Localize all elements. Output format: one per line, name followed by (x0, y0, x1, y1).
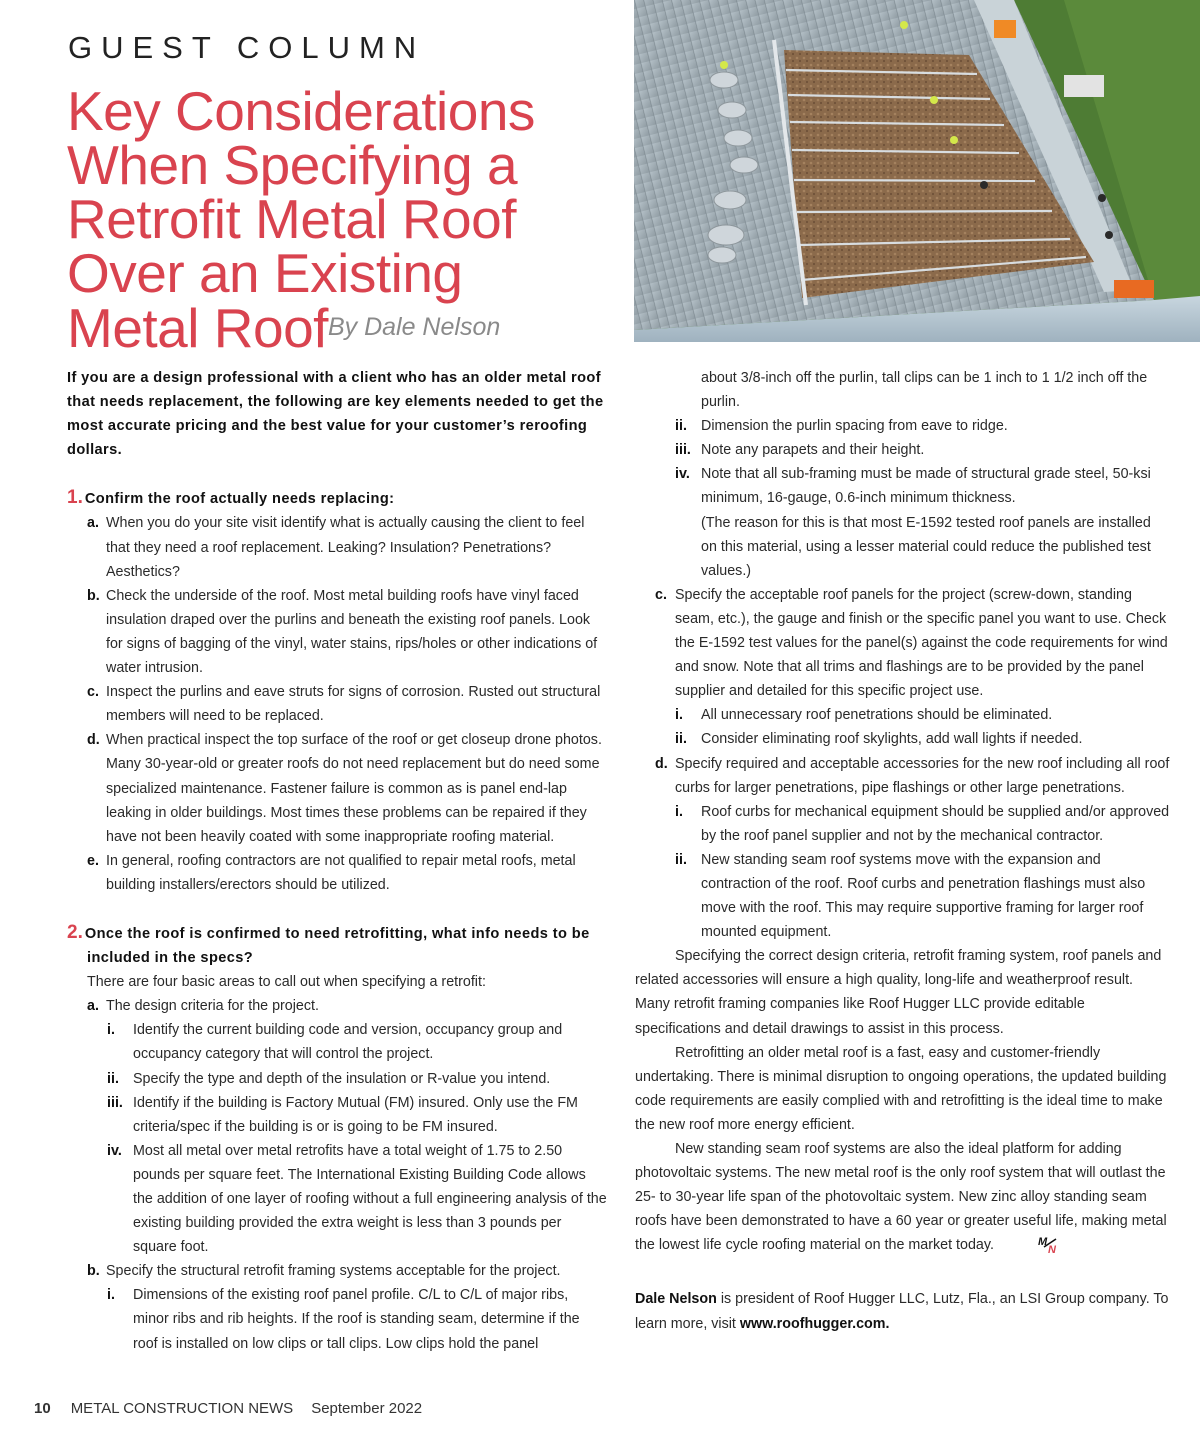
closing-paragraph-text: New standing seam roof systems are also the ideal platform for adding photovoltaic systems. The new metal roof is the only roof system that will outlast the 25- to 30-year life span of the photovoltaic system. New zinc alloy standing seam roofs have been demonstrated to have a 60 year or greater useful life, making metal the lowest life cycle roofing material on the market today. (635, 1141, 1167, 1254)
item-label: i. (107, 1022, 115, 1039)
headline-line: Over an Existing (67, 242, 463, 304)
list-item (67, 728, 607, 848)
author-bio (635, 1287, 1170, 1335)
list-item (67, 511, 607, 583)
section-1-heading (67, 486, 607, 511)
item-text: Identify if the building is Factory Mutual (FM) insured. Only use the FM criteria/spec if the building is or is going to be FM insured. (133, 1094, 578, 1135)
headline-line: Retrofit Metal Roof (67, 188, 517, 250)
roof-retrofit-photo (634, 0, 1200, 342)
item-text: Specify the structural retrofit framing systems acceptable for the project. (106, 1263, 561, 1280)
section-2-heading-text: Once the roof is confirmed to need retrofitting, what info needs to be included in the specs? (84, 925, 590, 967)
item-text: Specify the type and depth of the insulation or R-value you intend. (133, 1070, 551, 1087)
list-item (67, 1259, 607, 1283)
item-label: iv. (675, 466, 690, 483)
item-label: a. (87, 515, 99, 532)
item-text: Check the underside of the roof. Most metal building roofs have vinyl faced insulation draped over the purlins and beneath the existing roof panels. Look for signs of bagging of the vinyl, water stains, rips/holes or other indications of water intrusion. (106, 587, 598, 677)
list-item (67, 994, 607, 1018)
sub-list-item (635, 414, 1170, 438)
item-text: Note any parapets and their height. (701, 442, 925, 459)
sub-list-item (635, 800, 1170, 848)
item-text: The design criteria for the project. (106, 998, 319, 1015)
sub-list-item (67, 1091, 607, 1139)
item-label: b. (87, 1263, 100, 1280)
article-headline (67, 80, 627, 359)
mcn-logo-icon (996, 1233, 1064, 1263)
list-item (67, 680, 607, 728)
headline-line: Metal Roof (67, 297, 328, 359)
intro-paragraph: If you are a design professional with a client who has an older metal roof that needs replacement, the following are key elements needed to get the most accurate pricing and the best value for your customer’s reroofing dollars. (67, 370, 604, 459)
item-text: All unnecessary roof penetrations should be eliminated. (701, 707, 1053, 724)
item-text: Specify the acceptable roof panels for the project (screw-down, standing seam, etc.), the gauge and finish or the specific panel you want to use. Check the E-1592 test values for the panel(s) against the code requirements for wind and snow. Note that all trims and flashings are to be provided by the panel supplier and detailed for this specific project use. (675, 586, 1168, 700)
item-label: b. (87, 587, 100, 604)
section-1-heading-text: Confirm the roof actually needs replacing: (84, 491, 395, 508)
item-label: iv. (107, 1142, 122, 1159)
closing-paragraph: Retrofitting an older metal roof is a fast, easy and customer-friendly undertaking. There is minimal disruption to ongoing operations, the updated building code requirements are easily complied with and retrofitting is the ideal time to make the new roof more energy efficient. (635, 1044, 1167, 1133)
headline-line-last (67, 297, 627, 359)
item-text: In general, roofing contractors are not qualified to repair metal roofs, metal building installers/erectors should be utilized. (106, 852, 576, 893)
item-label: ii. (675, 731, 687, 748)
item-label: d. (655, 755, 668, 772)
item-text: Roof curbs for mechanical equipment should be supplied and/or approved by the roof panel supplier and not by the mechanical contractor. (701, 803, 1170, 844)
section-number: 1. (67, 487, 83, 509)
page-number: 10 (34, 1400, 51, 1417)
item-text: Most all metal over metal retrofits have a total weight of 1.75 to 2.50 pounds per square feet. The International Existing Building Code allows the addition of one layer of roofing without a full engineering analysis of the existing building provided the extra weight is less than 3 pounds per square foot. (133, 1142, 607, 1256)
magazine-name: METAL CONSTRUCTION NEWS (70, 1400, 294, 1417)
item-text: When practical inspect the top surface of the roof or get closeup drone photos. Many 30-year-old or greater roofs do not need replacement but do need some specialized maintenance. Fastener failure is common as is panel end-lap leaking in older buildings. Most times these problems can be repaired if they have not been heavily coated with some inappropriate roofing material. (106, 732, 602, 845)
section-2-intro: There are four basic areas to call out when specifying a retrofit: (87, 974, 486, 991)
item-text: Consider eliminating roof skylights, add wall lights if needed. (701, 731, 1083, 748)
list-item (67, 584, 607, 680)
item-text: Note that all sub-framing must be made of structural grade steel, 50-ksi minimum, 16-gauge, 0.6-inch minimum thickness. (701, 466, 1151, 507)
page-footer (34, 1400, 422, 1417)
item-text: Inspect the purlins and eave struts for signs of corrosion. Rusted out structural members will need to be replaced. (106, 684, 601, 725)
item-label: ii. (675, 851, 687, 868)
headline-line: When Specifying a (67, 134, 518, 196)
sub-list-item (67, 1067, 607, 1091)
closing-paragraph (635, 1137, 1170, 1263)
item-text: When you do your site visit identify what is actually causing the client to feel that they need a roof replacement. Leaking? Insulation? Penetrations? Aesthetics? (106, 515, 585, 580)
item-label: i. (675, 803, 683, 820)
item-text: Dimension the purlin spacing from eave to ridge. (701, 418, 1008, 435)
left-column (67, 366, 607, 1356)
item-label: iii. (107, 1094, 123, 1111)
item-label: ii. (675, 418, 687, 435)
author-name: Dale Nelson (635, 1291, 717, 1308)
sub-list-item (635, 727, 1170, 751)
svg-text:M: M (1037, 1236, 1048, 1249)
item-label: iii. (675, 442, 691, 459)
sub-list-item (635, 848, 1170, 944)
issue-date: September 2022 (311, 1400, 423, 1417)
item-label: i. (107, 1287, 115, 1304)
list-item (635, 583, 1170, 703)
item-text: Identify the current building code and version, occupancy group and occupancy category that will control the project. (133, 1022, 563, 1063)
item-label: a. (87, 998, 99, 1015)
item-label: e. (87, 852, 99, 869)
item-text: New standing seam roof systems move with the expansion and contraction of the roof. Roof curbs and penetration flashings must also move with the roof. This may require supportive framing for larger roof mounted equipment. (701, 851, 1146, 941)
section-number: 2. (67, 921, 83, 943)
item-label: c. (655, 586, 667, 603)
headline-line: Key Considerations (67, 80, 535, 142)
item-label: ii. (107, 1070, 119, 1087)
item-label: i. (675, 707, 683, 724)
sub-list-item (635, 462, 1170, 510)
closing-paragraph: Specifying the correct design criteria, retrofit framing system, roof panels and related accessories will ensure a high quality, long-life and weatherproof result. Many retrofit framing companies like Roof Hugger LLC provide editable specifications and detail drawings to assist in this process. (635, 948, 1162, 1037)
svg-text:N: N (1047, 1244, 1056, 1256)
website-link[interactable]: www.roofhugger.com. (739, 1315, 890, 1332)
list-item (67, 849, 607, 897)
section-2-heading (67, 921, 607, 970)
sub-list-item (67, 1139, 607, 1259)
item-text: Specify required and acceptable accessories for the new roof including all roof curbs for larger penetrations, pipe flashings or other large penetrations. (675, 755, 1170, 796)
item-label: d. (87, 732, 100, 749)
sub-list-item (67, 1018, 607, 1066)
right-column (635, 366, 1170, 1336)
list-item (635, 752, 1170, 800)
author-bio-text: is president of Roof Hugger LLC, Lutz, Fla., an LSI Group company. To learn more, visit (635, 1291, 1169, 1332)
sub-list-item (67, 1283, 607, 1355)
note-text: (The reason for this is that most E-1592 tested roof panels are installed on this material, using a lesser material could reduce the published test values.) (701, 514, 1151, 579)
continued-text: about 3/8-inch off the purlin, tall clips can be 1 inch to 1 1/2 inch off the purlin. (701, 370, 1148, 411)
item-label: c. (87, 684, 99, 701)
byline: By Dale Nelson (327, 313, 501, 341)
sub-list-item (635, 438, 1170, 462)
sub-list-item (635, 703, 1170, 727)
item-text: Dimensions of the existing roof panel profile. C/L to C/L of major ribs, minor ribs and rib heights. If the roof is standing seam, determine if the roof is installed on low clips or tall clips. Low clips hold the panel (133, 1287, 580, 1352)
section-kicker: GUEST COLUMN (68, 30, 426, 65)
